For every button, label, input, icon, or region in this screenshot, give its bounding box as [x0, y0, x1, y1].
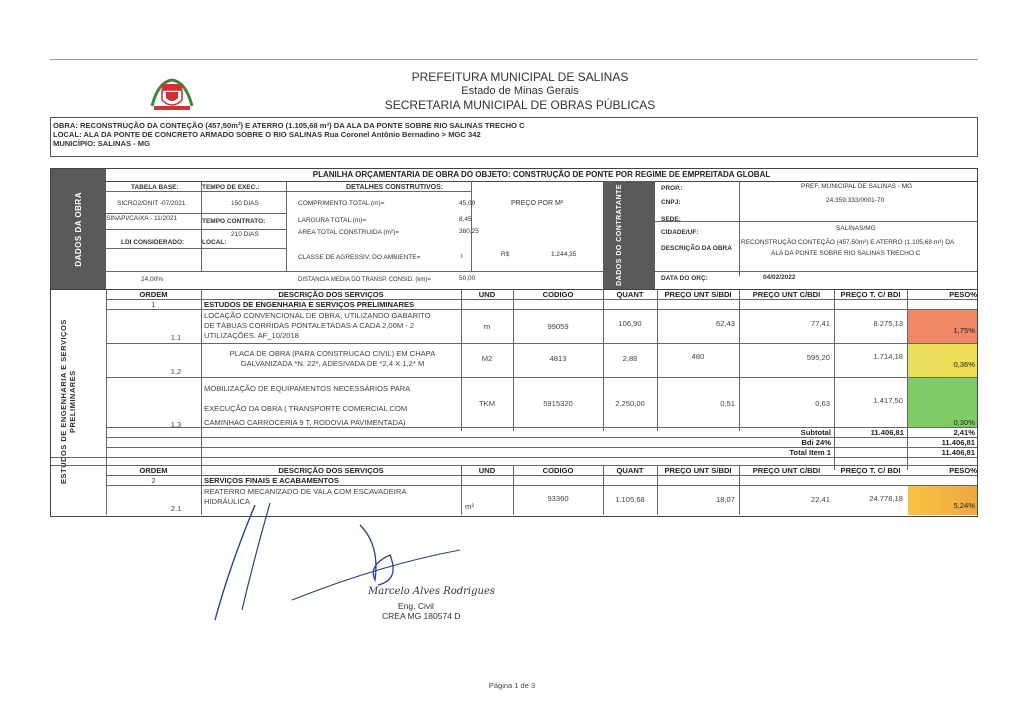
row-1-3-sbdi: 0,51	[720, 399, 735, 408]
row-1-1-peso: 1,75%	[908, 310, 977, 343]
side-band-estudos	[51, 289, 107, 515]
row-1-1-quant: 106,90	[618, 319, 642, 328]
col-preco-total-2: PREÇO T. C/ BDI	[840, 466, 901, 475]
cnpj-label: CNPJ:	[661, 199, 681, 206]
sede-label: SEDE:	[661, 216, 681, 223]
row-1-2-quant: 2,88	[622, 354, 638, 363]
row-2-1-und: m³	[465, 502, 474, 511]
descricao-obra-value2: ALA DA PONTE SOBRE RIO SALINAS TRECHO C	[771, 250, 921, 257]
col-ordem: ORDEM	[139, 290, 168, 299]
col-und: UND	[478, 290, 496, 299]
row-1-3-desc-line: EXECUÇÃO DA OBRA ( TRANSPORTE COMERCIAL COM	[204, 404, 408, 413]
row-2-1-quant: 1.105,68	[615, 495, 645, 504]
subtotal-peso: 2,41%	[953, 428, 975, 437]
header-estado: Estado de Minas Gerais	[461, 85, 579, 97]
section2-title: SERVIÇOS FINAIS E ACABAMENTOS	[204, 476, 339, 485]
obra-line: OBRA: RECONSTRUÇÃO DA CONTEÇÃO (457,50m²) E ATERRO (1.105,68 m³) DA ALA DA PONTE SOBRE RIO SALINAS TRECHO C	[53, 121, 525, 130]
col-codigo: CODIGO	[542, 290, 574, 299]
project-info-box	[50, 117, 978, 157]
area-label: AREA TOTAL CONSTRUIDA (m²)=	[298, 229, 400, 236]
cnpj-value: 24.359.333/0001-70	[826, 197, 885, 204]
row-1-1-und: m	[483, 322, 491, 331]
row-1-2-total: 1.714,18	[873, 352, 903, 361]
prop-value: PREF. MUNICIPAL DE SALINAS - MG	[801, 183, 913, 190]
row-2-1-codigo: 93360	[547, 494, 569, 503]
row-2-1-peso: 5,24%	[908, 486, 977, 515]
col-peso-2: PESO%	[949, 466, 977, 475]
tempo-exec-label: TEMPO DE EXEC.:	[202, 184, 260, 191]
col-quant: QUANT	[616, 290, 644, 299]
local-line: LOCAL: ALA DA PONTE DE CONCRETO ARMADO SOBRE O RIO SALINAS Rua Coronel Antônio Bernadino > MGC 342	[53, 130, 481, 139]
row-1-3-codigo: 5915320	[543, 399, 573, 408]
row-1-3-total: 1.417,50	[873, 396, 903, 405]
col-ordem-2: ORDEM	[139, 466, 168, 475]
tempo-contrato-label: TEMPO CONTRATO:	[202, 218, 266, 225]
row-2-1-desc-line: REATERRO MECANIZADO DE VALA COM ESCAVADEIRA	[204, 487, 407, 496]
prop-label: PROP.:	[661, 185, 683, 192]
row-1-3-peso: 0,30%	[908, 378, 977, 427]
side-band-dados-obra	[51, 169, 106, 289]
top-rule	[50, 59, 978, 60]
budget-sheet	[50, 168, 978, 517]
row-1-2-ordem: 1.2	[170, 367, 182, 376]
row-1-3-quant: 2.250,00	[615, 399, 645, 408]
largura-label: LARGURA TOTAL (m)=	[298, 217, 367, 224]
row-1-1-desc-line: LOCAÇÃO CONVENCIONAL DE OBRA, UTILIZANDO GABARITO	[204, 311, 431, 320]
col-und-2: UND	[478, 466, 496, 475]
comprimento-value: 45,00	[459, 200, 476, 207]
row-1-1-total: 8.275,13	[873, 319, 903, 328]
row-1-2-peso: 0,36%	[908, 344, 977, 377]
signature-crea: CREA MG 180574 D	[382, 611, 461, 621]
col-descricao-2: DESCRIÇÃO DOS SERVIÇOS	[278, 466, 384, 475]
col-descricao: DESCRIÇÃO DOS SERVIÇOS	[278, 290, 384, 299]
col-quant-2: QUANT	[616, 466, 644, 475]
side-dados-contratante-label: DADOS DO CONTRATANTE	[616, 184, 623, 286]
distancia-value: 50,00	[459, 275, 476, 282]
cidade-value: SALINAS/MG	[836, 225, 876, 232]
descricao-obra-label: DESCRIÇÃO DA OBRA	[661, 245, 732, 252]
preco-m2-value: 1.244,35	[551, 251, 577, 258]
row-1-2-desc-line: PLACA DE OBRA (PARA CONSTRUCAO CIVIL) EM CHAPA	[229, 349, 436, 358]
classe-value: I	[461, 253, 463, 260]
distancia-label: DISTANCIA MEDIA DO TRANSP. CONSID. (km)=	[298, 277, 431, 283]
handwritten-signature	[200, 485, 500, 625]
row-1-2-desc	[204, 349, 461, 369]
municipal-crest-icon	[148, 76, 196, 114]
preco-m2-label: PREÇO POR M²	[511, 200, 564, 207]
sheet-title: PLANILHA ORÇAMENTARIA DE OBRA DO OBJETO: CONSTRUÇÃO DE PONTE POR REGIME DE EMPREITADA GLOBAL	[106, 169, 977, 182]
detalhes-label: DETALHES CONSTRUTIVOS:	[346, 184, 444, 191]
tabela-base-label: TABELA BASE:	[131, 184, 179, 191]
row-1-3-desc-line: CAMINHAO CARROCERIA 9 T, RODOVIA PAVIMENTADA)	[204, 418, 406, 427]
row-1-2-desc-line: GALVANIZADA *N. 22*, ADESIVADA DE *2,4 X 1,2* M	[240, 359, 425, 368]
section1-title: ESTUDOS DE ENGENHARIA E SERVIÇOS PRELIMINARES	[204, 300, 415, 309]
area-value: 380,25	[459, 228, 479, 235]
row-2-1-total: 24.778,18	[869, 494, 903, 503]
total-item-value: 11.406,81	[941, 448, 975, 457]
row-1-3-ordem: 1.3	[170, 420, 182, 429]
subtotal-label: Subtotal	[800, 428, 831, 437]
comprimento-label: COMPRIMENTO TOTAL (m)=	[298, 200, 385, 207]
bdi-label: Bdi 24%	[801, 438, 831, 447]
col-preco-sbdi: PREÇO UNT S/BDI	[664, 290, 732, 299]
local-label: LOCAL:	[202, 239, 227, 246]
col-peso: PESO%	[949, 290, 977, 299]
row-1-3-desc-line: MOBILIZAÇÃO DE EQUIPAMENTOS NECESSÁRIOS PARA	[204, 384, 411, 393]
section2-ordem: 2	[151, 476, 156, 485]
row-1-2-und: M2	[481, 354, 493, 363]
header-prefeitura: PREFEITURA MUNICIPAL DE SALINAS	[411, 70, 629, 84]
descricao-obra-value1: RECONSTRUÇÃO CONTEÇÃO (457,50m²) E ATERRO (1.105,68 m³) DA	[741, 239, 955, 246]
col-preco-cbdi: PREÇO UNT C/BDI	[752, 290, 821, 299]
row-1-2-cbdi: 595,20	[806, 353, 830, 362]
total-item-label: Total Item 1	[789, 448, 831, 457]
signature-role: Eng. Civil	[398, 601, 434, 611]
col-codigo-2: CODIGO	[542, 466, 574, 475]
page-footer: Página 1 de 3	[488, 681, 536, 690]
row-1-1-desc-line: UTILIZAÇÕES. AF_10/2018	[204, 331, 299, 340]
side-band-dados-contratante	[603, 181, 655, 289]
cidade-label: CIDADE/UF:	[661, 229, 699, 236]
row-1-2-sbdi: 480	[691, 352, 705, 361]
row-1-1-codigo: 99059	[547, 322, 569, 331]
col-preco-total: PREÇO T. C/ BDI	[840, 290, 901, 299]
bdi-value: 11.406,81	[941, 438, 975, 447]
data-orc-label: DATA DO ORÇ:	[661, 275, 708, 282]
tempo-contrato-value: 210 DIAS	[231, 231, 259, 238]
row-2-1-cbdi: 22,41	[810, 495, 830, 504]
row-2-1-desc-line: HIDRÁULICA	[204, 497, 250, 506]
row-1-3-cbdi: 0,63	[815, 399, 830, 408]
row-1-2-codigo: 4813	[549, 354, 567, 363]
subtotal-value: 11.406,81	[870, 428, 904, 437]
ldi-label: LDI CONSIDERADO:	[121, 239, 185, 246]
signature-name: Marcelo Alves Rodrigues	[368, 586, 496, 597]
row-2-1-ordem: 2.1	[170, 504, 182, 513]
rs-label: R$	[501, 251, 510, 258]
row-1-1-sbdi: 62,43	[715, 319, 735, 328]
municipio-line: MUNICÍPIO: SALINAS - MG	[53, 139, 151, 148]
side-dados-obra-label: DADOS DA OBRA	[74, 191, 83, 267]
col-preco-cbdi-2: PREÇO UNT C/BDI	[752, 466, 821, 475]
row-1-3-und: TKM	[478, 399, 496, 408]
section1-ordem: 1	[151, 300, 156, 309]
tabela-base-v1: SICRO2/DNIT -07/2021	[117, 200, 186, 207]
row-1-1-desc-line: DE TÁBUAS CORRIDAS PONTALETADAS A CADA 2,00M - 2	[204, 321, 415, 330]
row-1-1-ordem: 1.1	[170, 333, 182, 342]
side-estudos-label: ESTUDOS DE ENGENHARIA E SERVIÇOS PRELIMINARES	[58, 319, 77, 485]
largura-value: 8,45	[459, 216, 472, 223]
row-1-1-cbdi: 77,41	[810, 319, 830, 328]
ldi-value: 24,00%	[141, 276, 164, 283]
col-preco-sbdi-2: PREÇO UNT S/BDI	[664, 466, 732, 475]
tabela-base-v2: SINAPI/CAIXA - 11/2021	[106, 215, 178, 222]
row-2-1-sbdi: 18,07	[715, 495, 735, 504]
data-orc-value: 04/02/2022	[763, 274, 796, 281]
tempo-exec-value: 150 DIAS	[231, 200, 259, 207]
classe-label: CLASSE DE AGRESSIV. DO AMBIENTE=	[298, 254, 421, 261]
header-secretaria: SECRETARIA MUNICIPAL DE OBRAS PÚBLICAS	[384, 98, 656, 112]
